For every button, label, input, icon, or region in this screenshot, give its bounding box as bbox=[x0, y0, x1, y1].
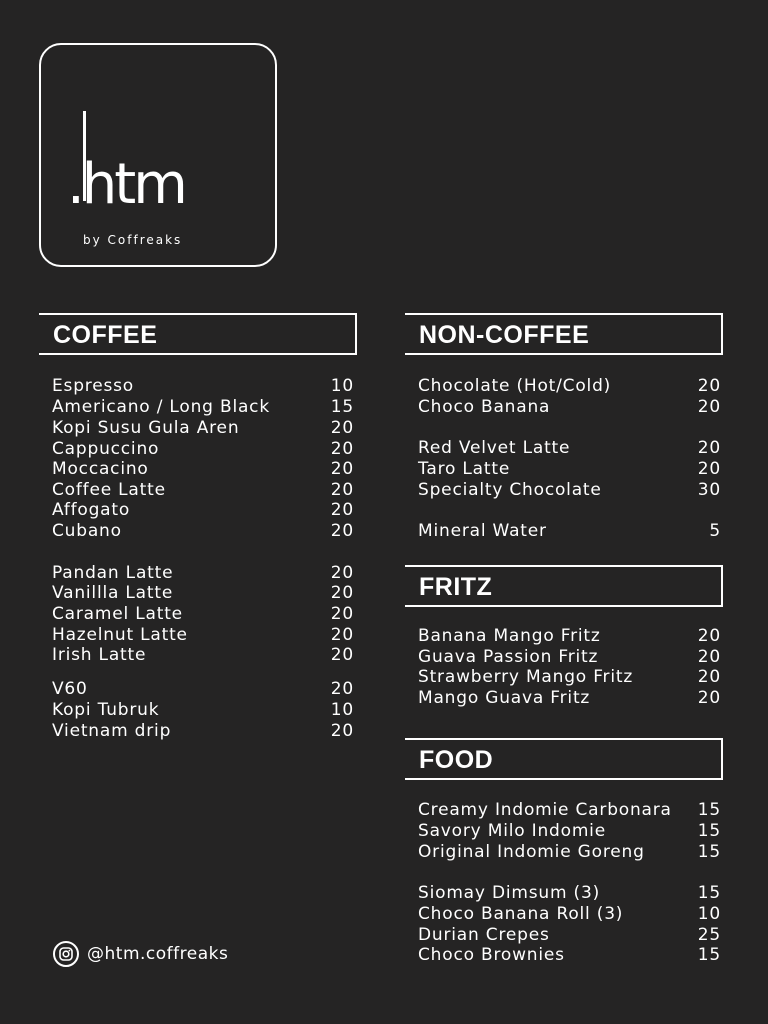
item-name: Affogato bbox=[52, 500, 131, 520]
menu-item bbox=[52, 625, 354, 646]
item-name: Choco Banana Roll (3) bbox=[418, 904, 624, 924]
item-price: 20 bbox=[330, 459, 354, 479]
item-price: 20 bbox=[330, 604, 354, 624]
menu-item bbox=[52, 376, 354, 397]
item-name: Banana Mango Fritz bbox=[418, 626, 601, 646]
item-price: 20 bbox=[330, 418, 354, 438]
menu-item bbox=[52, 459, 354, 480]
item-price: 30 bbox=[697, 480, 721, 500]
item-price: 20 bbox=[330, 721, 354, 741]
item-price: 20 bbox=[697, 688, 721, 708]
menu-item bbox=[418, 945, 721, 966]
instagram-icon bbox=[53, 941, 79, 967]
item-name: Mineral Water bbox=[418, 521, 547, 541]
item-price: 20 bbox=[697, 626, 721, 646]
item-name: Kopi Tubruk bbox=[52, 700, 160, 720]
item-price: 15 bbox=[697, 800, 721, 820]
logo bbox=[39, 43, 277, 267]
menu-item bbox=[52, 521, 354, 542]
item-price: 10 bbox=[330, 376, 354, 396]
menu-item bbox=[418, 459, 721, 480]
item-name: Choco Banana bbox=[418, 397, 551, 417]
menu-item bbox=[418, 688, 721, 709]
item-name: Savory Milo Indomie bbox=[418, 821, 606, 841]
coffee-title: COFFEE bbox=[53, 321, 158, 349]
item-price: 20 bbox=[697, 397, 721, 417]
menu-item bbox=[418, 821, 721, 842]
item-name: Guava Passion Fritz bbox=[418, 647, 599, 667]
item-price: 15 bbox=[697, 945, 721, 965]
item-price: 5 bbox=[709, 521, 721, 541]
item-price: 20 bbox=[330, 480, 354, 500]
item-price: 15 bbox=[697, 842, 721, 862]
menu-item bbox=[418, 647, 721, 668]
item-name: Caramel Latte bbox=[52, 604, 183, 624]
item-price: 25 bbox=[697, 925, 721, 945]
menu-item bbox=[52, 418, 354, 439]
item-name: Specialty Chocolate bbox=[418, 480, 602, 500]
fritz-header bbox=[405, 565, 723, 607]
item-price: 20 bbox=[330, 500, 354, 520]
item-price: 20 bbox=[330, 625, 354, 645]
item-price: 20 bbox=[330, 645, 354, 665]
menu-item bbox=[418, 667, 721, 688]
item-name: Moccacino bbox=[52, 459, 149, 479]
menu-item bbox=[418, 842, 721, 863]
menu-item bbox=[52, 563, 354, 584]
menu-item bbox=[52, 700, 354, 721]
item-name: Siomay Dimsum (3) bbox=[418, 883, 601, 903]
item-name: Americano / Long Black bbox=[52, 397, 270, 417]
item-price: 20 bbox=[330, 563, 354, 583]
item-name: Mango Guava Fritz bbox=[418, 688, 591, 708]
item-price: 20 bbox=[330, 679, 354, 699]
item-name: Espresso bbox=[52, 376, 134, 396]
item-name: Creamy Indomie Carbonara bbox=[418, 800, 672, 820]
menu-item bbox=[418, 904, 721, 925]
item-name: Pandan Latte bbox=[52, 563, 174, 583]
menu-item bbox=[418, 883, 721, 904]
menu-item bbox=[418, 438, 721, 459]
noncoffee-title: NON-COFFEE bbox=[419, 321, 590, 349]
item-price: 20 bbox=[330, 521, 354, 541]
menu-item bbox=[52, 500, 354, 521]
item-price: 20 bbox=[330, 439, 354, 459]
menu-item bbox=[418, 925, 721, 946]
menu-item bbox=[418, 626, 721, 647]
logo-subtitle: by Coffreaks bbox=[83, 233, 183, 247]
menu-item bbox=[52, 604, 354, 625]
menu-item bbox=[418, 376, 721, 397]
item-name: Cappuccino bbox=[52, 439, 160, 459]
item-name: Vietnam drip bbox=[52, 721, 172, 741]
menu-item bbox=[418, 521, 721, 542]
item-price: 20 bbox=[697, 438, 721, 458]
noncoffee-header bbox=[405, 313, 723, 355]
menu-item bbox=[418, 480, 721, 501]
item-name: Chocolate (Hot/Cold) bbox=[418, 376, 612, 396]
item-name: Red Velvet Latte bbox=[418, 438, 571, 458]
menu-item bbox=[52, 721, 354, 742]
item-name: Choco Brownies bbox=[418, 945, 565, 965]
item-price: 15 bbox=[697, 883, 721, 903]
food-header bbox=[405, 738, 723, 780]
item-name: Irish Latte bbox=[52, 645, 147, 665]
item-name: Original Indomie Goreng bbox=[418, 842, 645, 862]
logo-text: .htm bbox=[67, 152, 185, 217]
item-price: 20 bbox=[697, 376, 721, 396]
item-price: 15 bbox=[330, 397, 354, 417]
item-price: 15 bbox=[697, 821, 721, 841]
item-price: 20 bbox=[697, 647, 721, 667]
item-name: Coffee Latte bbox=[52, 480, 166, 500]
item-price: 20 bbox=[697, 459, 721, 479]
menu-item bbox=[52, 679, 354, 700]
item-price: 10 bbox=[330, 700, 354, 720]
item-price: 20 bbox=[697, 667, 721, 687]
instagram-handle[interactable]: @htm.coffreaks bbox=[87, 944, 229, 964]
social-link[interactable] bbox=[53, 941, 228, 967]
item-name: V60 bbox=[52, 679, 88, 699]
item-price: 10 bbox=[697, 904, 721, 924]
item-name: Strawberry Mango Fritz bbox=[418, 667, 634, 687]
item-name: Kopi Susu Gula Aren bbox=[52, 418, 240, 438]
item-name: Hazelnut Latte bbox=[52, 625, 188, 645]
coffee-header bbox=[39, 313, 357, 355]
food-title: FOOD bbox=[419, 746, 494, 774]
fritz-title: FRITZ bbox=[419, 573, 493, 601]
menu-item bbox=[52, 480, 354, 501]
item-price: 20 bbox=[330, 583, 354, 603]
menu-item bbox=[52, 397, 354, 418]
menu-item bbox=[52, 439, 354, 460]
menu-item bbox=[52, 583, 354, 604]
item-name: Vanillla Latte bbox=[52, 583, 174, 603]
item-name: Durian Crepes bbox=[418, 925, 550, 945]
item-name: Taro Latte bbox=[418, 459, 511, 479]
menu-item bbox=[418, 800, 721, 821]
menu-item bbox=[418, 397, 721, 418]
menu-item bbox=[52, 645, 354, 666]
item-name: Cubano bbox=[52, 521, 122, 541]
